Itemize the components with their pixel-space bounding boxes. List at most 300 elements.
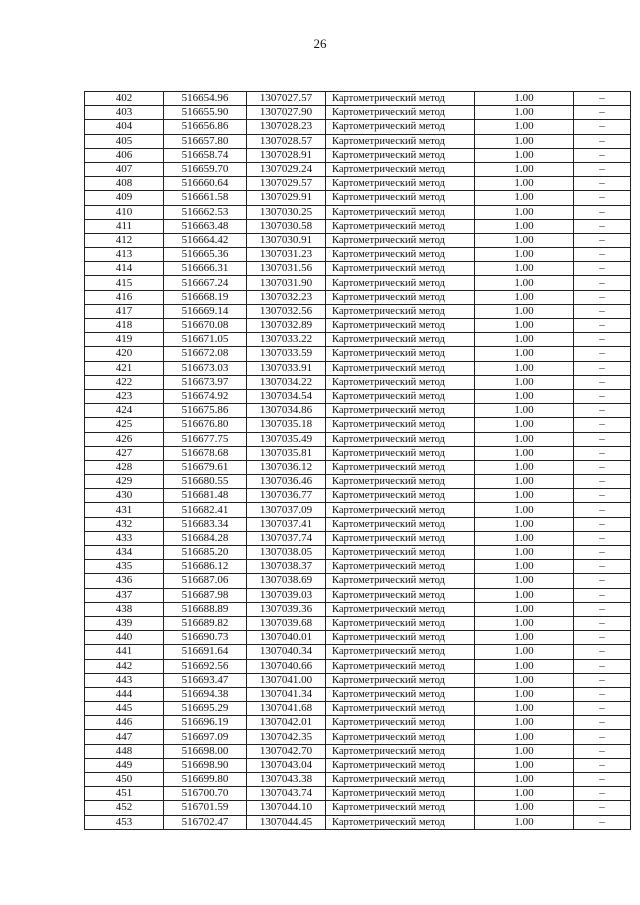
description-cell: – bbox=[574, 815, 631, 829]
table-row bbox=[85, 758, 631, 772]
accuracy-cell: 1.00 bbox=[475, 389, 574, 403]
point-number-cell: 416 bbox=[85, 290, 164, 304]
x-coordinate-cell: 516687.06 bbox=[164, 574, 247, 588]
y-coordinate-cell: 1307044.10 bbox=[247, 801, 326, 815]
method-cell: Картометрический метод bbox=[326, 333, 475, 347]
table-row bbox=[85, 702, 631, 716]
description-cell: – bbox=[574, 730, 631, 744]
table-row bbox=[85, 475, 631, 489]
x-coordinate-cell: 516682.41 bbox=[164, 503, 247, 517]
point-number-cell: 411 bbox=[85, 219, 164, 233]
table-row bbox=[85, 716, 631, 730]
x-coordinate-cell: 516695.29 bbox=[164, 702, 247, 716]
x-coordinate-cell: 516659.70 bbox=[164, 162, 247, 176]
y-coordinate-cell: 1307032.56 bbox=[247, 304, 326, 318]
point-number-cell: 448 bbox=[85, 744, 164, 758]
description-cell: – bbox=[574, 319, 631, 333]
x-coordinate-cell: 516701.59 bbox=[164, 801, 247, 815]
table-row bbox=[85, 262, 631, 276]
y-coordinate-cell: 1307032.89 bbox=[247, 319, 326, 333]
description-cell: – bbox=[574, 773, 631, 787]
point-number-cell: 404 bbox=[85, 120, 164, 134]
description-cell: – bbox=[574, 432, 631, 446]
description-cell: – bbox=[574, 531, 631, 545]
accuracy-cell: 1.00 bbox=[475, 815, 574, 829]
table-row bbox=[85, 248, 631, 262]
point-number-cell: 452 bbox=[85, 801, 164, 815]
point-number-cell: 405 bbox=[85, 134, 164, 148]
description-cell: – bbox=[574, 375, 631, 389]
y-coordinate-cell: 1307033.59 bbox=[247, 347, 326, 361]
y-coordinate-cell: 1307038.05 bbox=[247, 546, 326, 560]
table-row bbox=[85, 687, 631, 701]
method-cell: Картометрический метод bbox=[326, 446, 475, 460]
accuracy-cell: 1.00 bbox=[475, 432, 574, 446]
point-number-cell: 412 bbox=[85, 233, 164, 247]
description-cell: – bbox=[574, 106, 631, 120]
accuracy-cell: 1.00 bbox=[475, 460, 574, 474]
table-row bbox=[85, 404, 631, 418]
point-number-cell: 417 bbox=[85, 304, 164, 318]
method-cell: Картометрический метод bbox=[326, 120, 475, 134]
accuracy-cell: 1.00 bbox=[475, 219, 574, 233]
method-cell: Картометрический метод bbox=[326, 404, 475, 418]
method-cell: Картометрический метод bbox=[326, 716, 475, 730]
x-coordinate-cell: 516664.42 bbox=[164, 233, 247, 247]
method-cell: Картометрический метод bbox=[326, 191, 475, 205]
accuracy-cell: 1.00 bbox=[475, 531, 574, 545]
description-cell: – bbox=[574, 262, 631, 276]
x-coordinate-cell: 516699.80 bbox=[164, 773, 247, 787]
x-coordinate-cell: 516696.19 bbox=[164, 716, 247, 730]
point-number-cell: 418 bbox=[85, 319, 164, 333]
y-coordinate-cell: 1307035.81 bbox=[247, 446, 326, 460]
x-coordinate-cell: 516691.64 bbox=[164, 645, 247, 659]
accuracy-cell: 1.00 bbox=[475, 191, 574, 205]
description-cell: – bbox=[574, 404, 631, 418]
description-cell: – bbox=[574, 120, 631, 134]
accuracy-cell: 1.00 bbox=[475, 120, 574, 134]
x-coordinate-cell: 516665.36 bbox=[164, 248, 247, 262]
table-row bbox=[85, 319, 631, 333]
table-row bbox=[85, 290, 631, 304]
point-number-cell: 437 bbox=[85, 588, 164, 602]
accuracy-cell: 1.00 bbox=[475, 758, 574, 772]
accuracy-cell: 1.00 bbox=[475, 347, 574, 361]
method-cell: Картометрический метод bbox=[326, 148, 475, 162]
y-coordinate-cell: 1307038.69 bbox=[247, 574, 326, 588]
method-cell: Картометрический метод bbox=[326, 432, 475, 446]
table-row bbox=[85, 560, 631, 574]
y-coordinate-cell: 1307040.01 bbox=[247, 631, 326, 645]
accuracy-cell: 1.00 bbox=[475, 248, 574, 262]
description-cell: – bbox=[574, 191, 631, 205]
y-coordinate-cell: 1307040.66 bbox=[247, 659, 326, 673]
y-coordinate-cell: 1307038.37 bbox=[247, 560, 326, 574]
description-cell: – bbox=[574, 801, 631, 815]
description-cell: – bbox=[574, 233, 631, 247]
accuracy-cell: 1.00 bbox=[475, 744, 574, 758]
y-coordinate-cell: 1307041.34 bbox=[247, 687, 326, 701]
x-coordinate-cell: 516670.08 bbox=[164, 319, 247, 333]
table-row bbox=[85, 134, 631, 148]
y-coordinate-cell: 1307034.54 bbox=[247, 389, 326, 403]
table-row bbox=[85, 787, 631, 801]
point-number-cell: 426 bbox=[85, 432, 164, 446]
point-number-cell: 436 bbox=[85, 574, 164, 588]
x-coordinate-cell: 516690.73 bbox=[164, 631, 247, 645]
y-coordinate-cell: 1307043.04 bbox=[247, 758, 326, 772]
y-coordinate-cell: 1307034.22 bbox=[247, 375, 326, 389]
accuracy-cell: 1.00 bbox=[475, 319, 574, 333]
x-coordinate-cell: 516660.64 bbox=[164, 177, 247, 191]
table-row bbox=[85, 460, 631, 474]
x-coordinate-cell: 516668.19 bbox=[164, 290, 247, 304]
description-cell: – bbox=[574, 134, 631, 148]
y-coordinate-cell: 1307036.77 bbox=[247, 489, 326, 503]
accuracy-cell: 1.00 bbox=[475, 730, 574, 744]
accuracy-cell: 1.00 bbox=[475, 92, 574, 106]
point-number-cell: 432 bbox=[85, 517, 164, 531]
accuracy-cell: 1.00 bbox=[475, 177, 574, 191]
accuracy-cell: 1.00 bbox=[475, 673, 574, 687]
point-number-cell: 449 bbox=[85, 758, 164, 772]
y-coordinate-cell: 1307037.41 bbox=[247, 517, 326, 531]
table-row bbox=[85, 517, 631, 531]
table-row bbox=[85, 432, 631, 446]
y-coordinate-cell: 1307031.56 bbox=[247, 262, 326, 276]
accuracy-cell: 1.00 bbox=[475, 304, 574, 318]
accuracy-cell: 1.00 bbox=[475, 361, 574, 375]
method-cell: Картометрический метод bbox=[326, 304, 475, 318]
description-cell: – bbox=[574, 361, 631, 375]
point-number-cell: 444 bbox=[85, 687, 164, 701]
table-row bbox=[85, 219, 631, 233]
description-cell: – bbox=[574, 290, 631, 304]
description-cell: – bbox=[574, 787, 631, 801]
description-cell: – bbox=[574, 205, 631, 219]
description-cell: – bbox=[574, 588, 631, 602]
accuracy-cell: 1.00 bbox=[475, 645, 574, 659]
description-cell: – bbox=[574, 446, 631, 460]
table-row bbox=[85, 347, 631, 361]
description-cell: – bbox=[574, 162, 631, 176]
point-number-cell: 443 bbox=[85, 673, 164, 687]
table-row bbox=[85, 333, 631, 347]
table-row bbox=[85, 574, 631, 588]
table-row bbox=[85, 92, 631, 106]
method-cell: Картометрический метод bbox=[326, 134, 475, 148]
y-coordinate-cell: 1307039.36 bbox=[247, 602, 326, 616]
table-row bbox=[85, 645, 631, 659]
y-coordinate-cell: 1307036.46 bbox=[247, 475, 326, 489]
description-cell: – bbox=[574, 475, 631, 489]
method-cell: Картометрический метод bbox=[326, 517, 475, 531]
table-row bbox=[85, 177, 631, 191]
method-cell: Картометрический метод bbox=[326, 106, 475, 120]
accuracy-cell: 1.00 bbox=[475, 446, 574, 460]
description-cell: – bbox=[574, 248, 631, 262]
description-cell: – bbox=[574, 659, 631, 673]
accuracy-cell: 1.00 bbox=[475, 702, 574, 716]
y-coordinate-cell: 1307039.68 bbox=[247, 616, 326, 630]
method-cell: Картометрический метод bbox=[326, 758, 475, 772]
table-row bbox=[85, 602, 631, 616]
point-number-cell: 415 bbox=[85, 276, 164, 290]
description-cell: – bbox=[574, 503, 631, 517]
method-cell: Картометрический метод bbox=[326, 460, 475, 474]
description-cell: – bbox=[574, 546, 631, 560]
point-number-cell: 430 bbox=[85, 489, 164, 503]
point-number-cell: 431 bbox=[85, 503, 164, 517]
method-cell: Картометрический метод bbox=[326, 815, 475, 829]
x-coordinate-cell: 516676.80 bbox=[164, 418, 247, 432]
accuracy-cell: 1.00 bbox=[475, 475, 574, 489]
method-cell: Картометрический метод bbox=[326, 276, 475, 290]
x-coordinate-cell: 516686.12 bbox=[164, 560, 247, 574]
point-number-cell: 439 bbox=[85, 616, 164, 630]
accuracy-cell: 1.00 bbox=[475, 773, 574, 787]
y-coordinate-cell: 1307028.23 bbox=[247, 120, 326, 134]
method-cell: Картометрический метод bbox=[326, 290, 475, 304]
point-number-cell: 441 bbox=[85, 645, 164, 659]
y-coordinate-cell: 1307041.00 bbox=[247, 673, 326, 687]
description-cell: – bbox=[574, 687, 631, 701]
point-number-cell: 440 bbox=[85, 631, 164, 645]
x-coordinate-cell: 516694.38 bbox=[164, 687, 247, 701]
point-number-cell: 425 bbox=[85, 418, 164, 432]
point-number-cell: 403 bbox=[85, 106, 164, 120]
x-coordinate-cell: 516662.53 bbox=[164, 205, 247, 219]
point-number-cell: 442 bbox=[85, 659, 164, 673]
description-cell: – bbox=[574, 219, 631, 233]
method-cell: Картометрический метод bbox=[326, 489, 475, 503]
table-row bbox=[85, 106, 631, 120]
y-coordinate-cell: 1307028.91 bbox=[247, 148, 326, 162]
method-cell: Картометрический метод bbox=[326, 475, 475, 489]
accuracy-cell: 1.00 bbox=[475, 489, 574, 503]
accuracy-cell: 1.00 bbox=[475, 134, 574, 148]
coordinates-table-body bbox=[85, 92, 631, 830]
point-number-cell: 410 bbox=[85, 205, 164, 219]
point-number-cell: 424 bbox=[85, 404, 164, 418]
y-coordinate-cell: 1307027.57 bbox=[247, 92, 326, 106]
accuracy-cell: 1.00 bbox=[475, 333, 574, 347]
method-cell: Картометрический метод bbox=[326, 347, 475, 361]
x-coordinate-cell: 516681.48 bbox=[164, 489, 247, 503]
method-cell: Картометрический метод bbox=[326, 531, 475, 545]
y-coordinate-cell: 1307037.74 bbox=[247, 531, 326, 545]
description-cell: – bbox=[574, 148, 631, 162]
x-coordinate-cell: 516658.74 bbox=[164, 148, 247, 162]
method-cell: Картометрический метод bbox=[326, 319, 475, 333]
y-coordinate-cell: 1307030.91 bbox=[247, 233, 326, 247]
y-coordinate-cell: 1307030.25 bbox=[247, 205, 326, 219]
description-cell: – bbox=[574, 304, 631, 318]
y-coordinate-cell: 1307033.22 bbox=[247, 333, 326, 347]
x-coordinate-cell: 516655.90 bbox=[164, 106, 247, 120]
page-number: 26 bbox=[313, 36, 327, 51]
x-coordinate-cell: 516675.86 bbox=[164, 404, 247, 418]
description-cell: – bbox=[574, 758, 631, 772]
accuracy-cell: 1.00 bbox=[475, 560, 574, 574]
accuracy-cell: 1.00 bbox=[475, 148, 574, 162]
table-row bbox=[85, 730, 631, 744]
y-coordinate-cell: 1307036.12 bbox=[247, 460, 326, 474]
accuracy-cell: 1.00 bbox=[475, 631, 574, 645]
method-cell: Картометрический метод bbox=[326, 787, 475, 801]
x-coordinate-cell: 516671.05 bbox=[164, 333, 247, 347]
method-cell: Картометрический метод bbox=[326, 801, 475, 815]
point-number-cell: 421 bbox=[85, 361, 164, 375]
method-cell: Картометрический метод bbox=[326, 177, 475, 191]
y-coordinate-cell: 1307042.70 bbox=[247, 744, 326, 758]
accuracy-cell: 1.00 bbox=[475, 233, 574, 247]
table-row bbox=[85, 446, 631, 460]
accuracy-cell: 1.00 bbox=[475, 588, 574, 602]
description-cell: – bbox=[574, 673, 631, 687]
accuracy-cell: 1.00 bbox=[475, 602, 574, 616]
description-cell: – bbox=[574, 702, 631, 716]
table-row bbox=[85, 616, 631, 630]
x-coordinate-cell: 516674.92 bbox=[164, 389, 247, 403]
description-cell: – bbox=[574, 489, 631, 503]
table-row bbox=[85, 659, 631, 673]
accuracy-cell: 1.00 bbox=[475, 162, 574, 176]
method-cell: Картометрический метод bbox=[326, 631, 475, 645]
point-number-cell: 413 bbox=[85, 248, 164, 262]
y-coordinate-cell: 1307035.49 bbox=[247, 432, 326, 446]
method-cell: Картометрический метод bbox=[326, 389, 475, 403]
accuracy-cell: 1.00 bbox=[475, 801, 574, 815]
method-cell: Картометрический метод bbox=[326, 375, 475, 389]
x-coordinate-cell: 516673.97 bbox=[164, 375, 247, 389]
table-row bbox=[85, 631, 631, 645]
method-cell: Картометрический метод bbox=[326, 162, 475, 176]
table-row bbox=[85, 162, 631, 176]
x-coordinate-cell: 516654.96 bbox=[164, 92, 247, 106]
point-number-cell: 427 bbox=[85, 446, 164, 460]
x-coordinate-cell: 516679.61 bbox=[164, 460, 247, 474]
y-coordinate-cell: 1307032.23 bbox=[247, 290, 326, 304]
accuracy-cell: 1.00 bbox=[475, 503, 574, 517]
accuracy-cell: 1.00 bbox=[475, 687, 574, 701]
coordinates-table bbox=[84, 91, 631, 830]
x-coordinate-cell: 516678.68 bbox=[164, 446, 247, 460]
accuracy-cell: 1.00 bbox=[475, 276, 574, 290]
description-cell: – bbox=[574, 574, 631, 588]
point-number-cell: 408 bbox=[85, 177, 164, 191]
y-coordinate-cell: 1307031.90 bbox=[247, 276, 326, 290]
description-cell: – bbox=[574, 460, 631, 474]
y-coordinate-cell: 1307042.01 bbox=[247, 716, 326, 730]
y-coordinate-cell: 1307034.86 bbox=[247, 404, 326, 418]
accuracy-cell: 1.00 bbox=[475, 418, 574, 432]
y-coordinate-cell: 1307030.58 bbox=[247, 219, 326, 233]
accuracy-cell: 1.00 bbox=[475, 517, 574, 531]
point-number-cell: 420 bbox=[85, 347, 164, 361]
method-cell: Картометрический метод bbox=[326, 233, 475, 247]
y-coordinate-cell: 1307043.38 bbox=[247, 773, 326, 787]
table-row bbox=[85, 148, 631, 162]
accuracy-cell: 1.00 bbox=[475, 290, 574, 304]
table-row bbox=[85, 673, 631, 687]
x-coordinate-cell: 516687.98 bbox=[164, 588, 247, 602]
table-row bbox=[85, 744, 631, 758]
x-coordinate-cell: 516680.55 bbox=[164, 475, 247, 489]
description-cell: – bbox=[574, 616, 631, 630]
x-coordinate-cell: 516656.86 bbox=[164, 120, 247, 134]
point-number-cell: 422 bbox=[85, 375, 164, 389]
y-coordinate-cell: 1307043.74 bbox=[247, 787, 326, 801]
description-cell: – bbox=[574, 177, 631, 191]
table-row bbox=[85, 531, 631, 545]
method-cell: Картометрический метод bbox=[326, 418, 475, 432]
description-cell: – bbox=[574, 631, 631, 645]
method-cell: Картометрический метод bbox=[326, 205, 475, 219]
x-coordinate-cell: 516677.75 bbox=[164, 432, 247, 446]
table-row bbox=[85, 418, 631, 432]
table-row bbox=[85, 304, 631, 318]
table-row bbox=[85, 801, 631, 815]
accuracy-cell: 1.00 bbox=[475, 404, 574, 418]
point-number-cell: 409 bbox=[85, 191, 164, 205]
y-coordinate-cell: 1307029.57 bbox=[247, 177, 326, 191]
table-row bbox=[85, 773, 631, 787]
table-row bbox=[85, 120, 631, 134]
x-coordinate-cell: 516663.48 bbox=[164, 219, 247, 233]
x-coordinate-cell: 516667.24 bbox=[164, 276, 247, 290]
point-number-cell: 451 bbox=[85, 787, 164, 801]
method-cell: Картометрический метод bbox=[326, 588, 475, 602]
method-cell: Картометрический метод bbox=[326, 248, 475, 262]
x-coordinate-cell: 516698.00 bbox=[164, 744, 247, 758]
table-row bbox=[85, 361, 631, 375]
point-number-cell: 423 bbox=[85, 389, 164, 403]
point-number-cell: 407 bbox=[85, 162, 164, 176]
accuracy-cell: 1.00 bbox=[475, 616, 574, 630]
table-row bbox=[85, 205, 631, 219]
point-number-cell: 414 bbox=[85, 262, 164, 276]
y-coordinate-cell: 1307044.45 bbox=[247, 815, 326, 829]
table-row bbox=[85, 503, 631, 517]
accuracy-cell: 1.00 bbox=[475, 574, 574, 588]
x-coordinate-cell: 516685.20 bbox=[164, 546, 247, 560]
table-row bbox=[85, 389, 631, 403]
point-number-cell: 450 bbox=[85, 773, 164, 787]
method-cell: Картометрический метод bbox=[326, 687, 475, 701]
point-number-cell: 435 bbox=[85, 560, 164, 574]
description-cell: – bbox=[574, 560, 631, 574]
x-coordinate-cell: 516693.47 bbox=[164, 673, 247, 687]
description-cell: – bbox=[574, 92, 631, 106]
table-row bbox=[85, 233, 631, 247]
y-coordinate-cell: 1307037.09 bbox=[247, 503, 326, 517]
x-coordinate-cell: 516666.31 bbox=[164, 262, 247, 276]
y-coordinate-cell: 1307029.91 bbox=[247, 191, 326, 205]
description-cell: – bbox=[574, 347, 631, 361]
description-cell: – bbox=[574, 716, 631, 730]
point-number-cell: 446 bbox=[85, 716, 164, 730]
y-coordinate-cell: 1307040.34 bbox=[247, 645, 326, 659]
description-cell: – bbox=[574, 389, 631, 403]
point-number-cell: 447 bbox=[85, 730, 164, 744]
accuracy-cell: 1.00 bbox=[475, 716, 574, 730]
point-number-cell: 429 bbox=[85, 475, 164, 489]
y-coordinate-cell: 1307039.03 bbox=[247, 588, 326, 602]
table-row bbox=[85, 375, 631, 389]
method-cell: Картометрический метод bbox=[326, 616, 475, 630]
